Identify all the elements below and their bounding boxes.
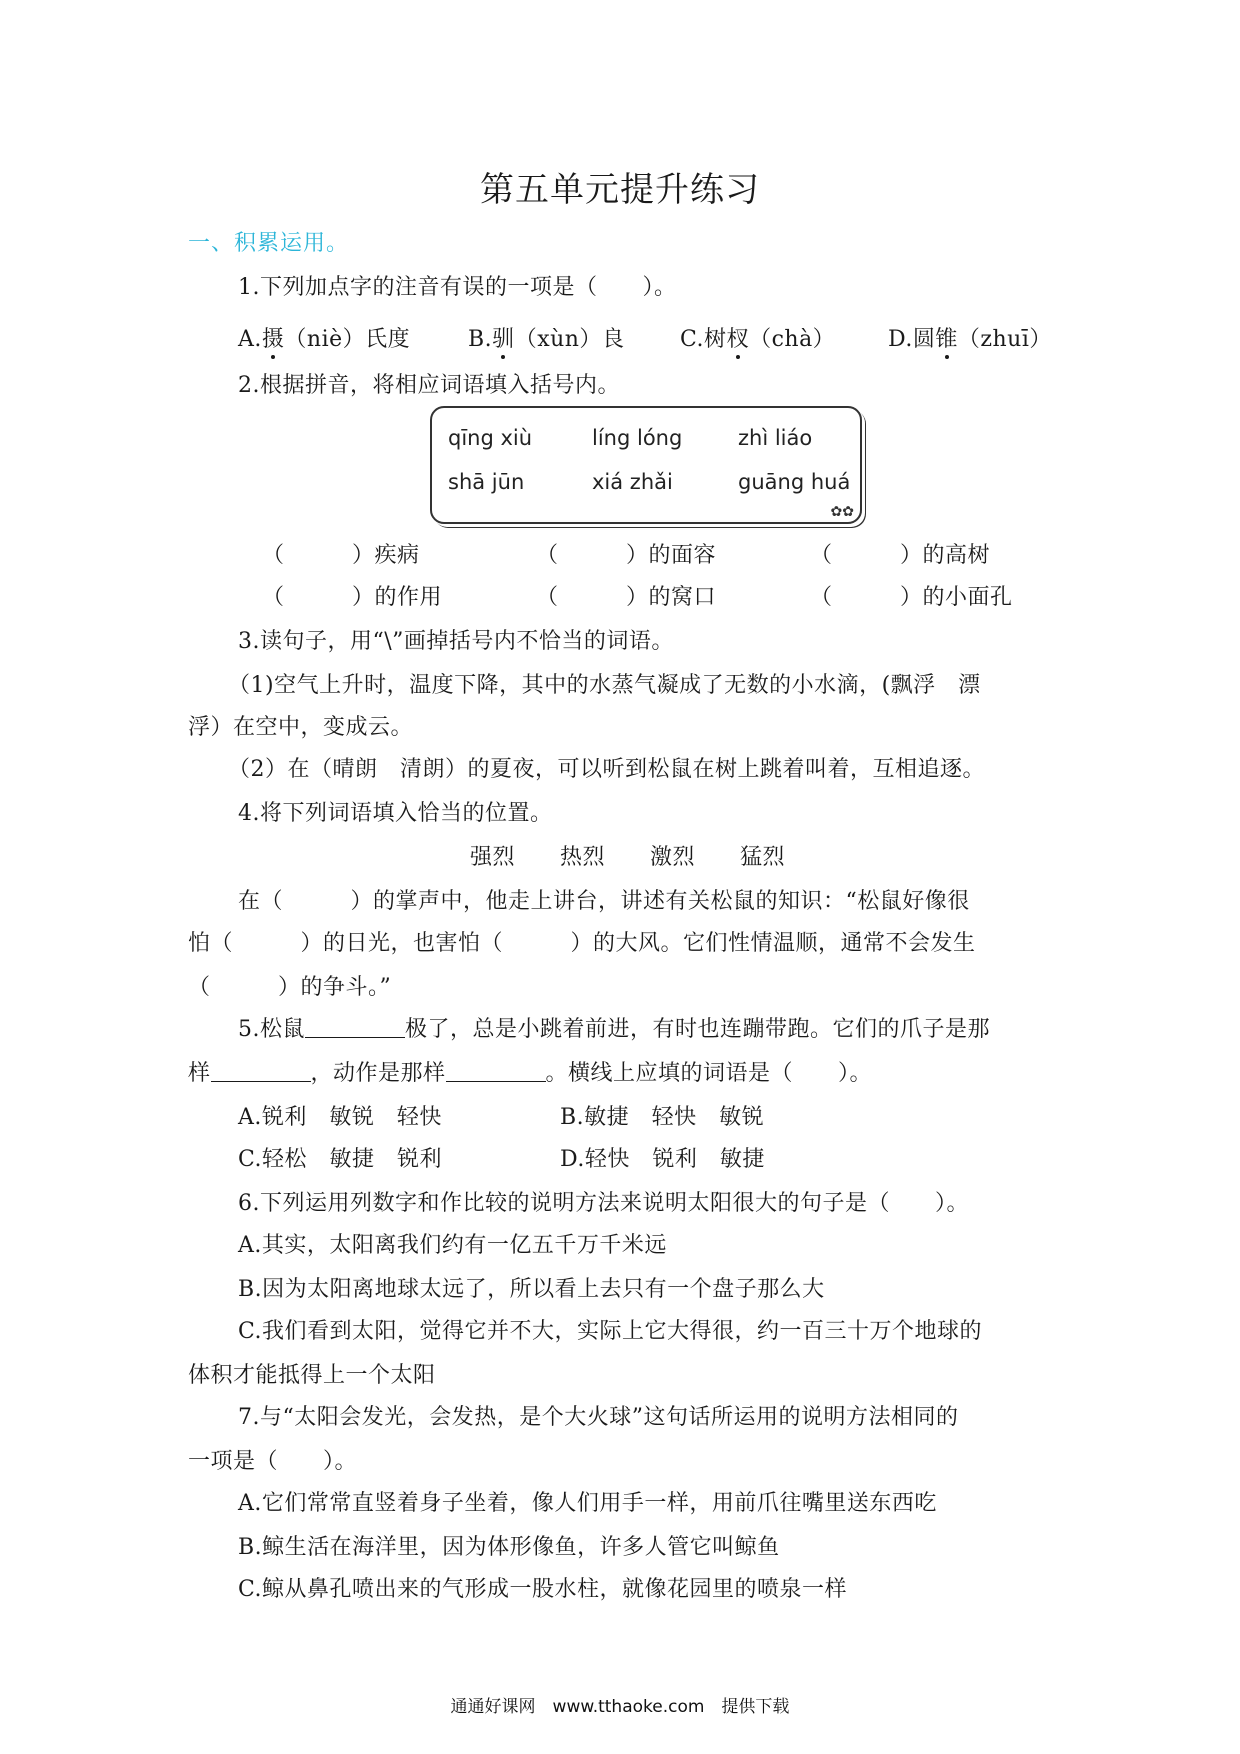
fill-blank[interactable]: （ ）的小面孔	[810, 585, 1013, 610]
pinyin-word: líng lóng	[592, 426, 683, 450]
flower-icon: ✿✿	[830, 504, 854, 520]
fill-blank[interactable]: （ ）疾病	[262, 543, 420, 568]
answer-blank[interactable]	[305, 1017, 405, 1038]
question-4-stem: 4.将下列词语填入恰当的位置。	[238, 801, 553, 826]
option-a: A.它们常常直竖着身子坐着，像人们用手一样，用前爪往嘴里送东西吃	[238, 1491, 937, 1516]
fill-blank[interactable]: （ ）的面容	[536, 543, 717, 568]
option-c: C.我们看到太阳，觉得它并不大，实际上它大得很，约一百三十万个地球的	[238, 1319, 983, 1344]
option-b: B.鲸生活在海洋里，因为体形像鱼，许多人管它叫鲸鱼	[238, 1535, 780, 1560]
word-bank: 强烈 热烈 激烈 猛烈	[470, 845, 786, 870]
question-7-stem-cont: 一项是（ ）。	[188, 1449, 358, 1474]
page-title: 第五单元提升练习	[480, 170, 760, 210]
question-5-stem-cont: 样 ，动作是那样 。横线上应填的词语是（ ）。	[188, 1061, 873, 1086]
question-4-paragraph: （ ）的争斗。”	[188, 975, 392, 1000]
question-7-stem: 7.与“太阳会发光，会发热，是个大火球”这句话所运用的说明方法相同的	[238, 1405, 959, 1430]
question-3-sentence-1-cont: 浮）在空中，变成云。	[188, 715, 414, 740]
option-c: C.轻松 敏捷 锐利	[238, 1147, 443, 1172]
question-3-sentence-1: （1)空气上升时，温度下降，其中的水蒸气凝成了无数的小水滴，(飘浮 漂	[228, 673, 981, 698]
pinyin-word: zhì liáo	[738, 426, 813, 450]
option-c: C.鲸从鼻孔喷出来的气形成一股水柱，就像花园里的喷泉一样	[238, 1577, 848, 1602]
question-1-options	[238, 322, 1058, 352]
question-3-stem: 3.读句子，用“\”画掉括号内不恰当的词语。	[238, 629, 674, 654]
option-c-cont: 体积才能抵得上一个太阳	[188, 1363, 436, 1388]
question-6-stem: 6.下列运用列数字和作比较的说明方法来说明太阳很大的句子是（ ）。	[238, 1191, 969, 1216]
option-b: B.敏捷 轻快 敏锐	[560, 1105, 765, 1130]
option-b: B.因为太阳离地球太远了，所以看上去只有一个盘子那么大	[238, 1277, 825, 1302]
pinyin-word: shā jūn	[448, 470, 525, 494]
pinyin-box	[430, 406, 862, 524]
question-2-stem: 2.根据拼音，将相应词语填入括号内。	[238, 373, 620, 398]
question-4-paragraph: 在（ ）的掌声中，他走上讲台，讲述有关松鼠的知识：“松鼠好像很	[238, 889, 970, 914]
pinyin-word: xiá zhǎi	[592, 470, 673, 494]
option-d: D.轻快 锐利 敏捷	[560, 1147, 765, 1172]
fill-blank[interactable]: （ ）的高树	[810, 543, 991, 568]
option-b: B.驯（xùn）良	[468, 322, 624, 353]
option-c: C.树杈（chà）	[680, 322, 835, 353]
option-a: A.其实，太阳离我们约有一亿五千万千米远	[238, 1233, 667, 1258]
pinyin-word: guāng huá	[738, 470, 851, 494]
question-4-paragraph: 怕（ ）的日光，也害怕（ ）的大风。它们性情温顺，通常不会发生	[188, 931, 976, 956]
question-3-sentence-2: （2）在（晴朗 清朗）的夏夜，可以听到松鼠在树上跳着叫着，互相追逐。	[228, 757, 985, 782]
section-heading: 一、积累运用。	[188, 231, 350, 256]
question-5-stem: 5.松鼠 极了，总是小跳着前进，有时也连蹦带跑。它们的爪子是那	[238, 1017, 991, 1042]
fill-blank[interactable]: （ ）的窝口	[536, 585, 717, 610]
answer-blank[interactable]	[446, 1061, 546, 1082]
pinyin-word: qīng xiù	[448, 426, 533, 450]
footer-credit: 通通好课网 www.tthaoke.com 提供下载	[450, 1697, 790, 1717]
option-d: D.圆锥（zhuī）	[888, 322, 1052, 353]
question-1-stem: 1.下列加点字的注音有误的一项是（ ）。	[238, 275, 677, 300]
option-a: A.摄（niè）氏度	[238, 322, 410, 353]
answer-blank[interactable]	[211, 1061, 311, 1082]
option-a: A.锐利 敏锐 轻快	[238, 1105, 442, 1130]
fill-blank[interactable]: （ ）的作用	[262, 585, 443, 610]
